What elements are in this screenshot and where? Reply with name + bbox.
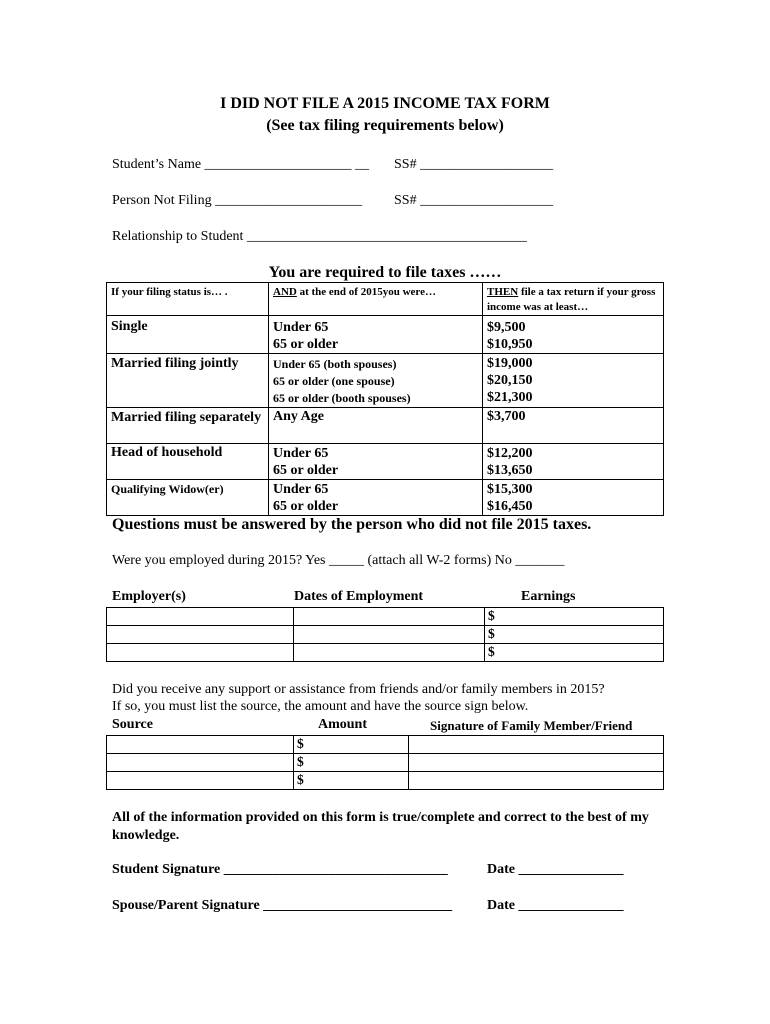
amount-cell <box>483 354 664 408</box>
status-head-of-household: Head of household <box>107 444 269 480</box>
age-value: Under 65 <box>273 446 329 461</box>
signature-header: Signature of Family Member/Friend <box>430 718 633 733</box>
age-value: 65 or older <box>273 499 339 514</box>
filing-requirements-table <box>106 282 664 516</box>
person-not-filing-field[interactable]: Person Not Filing _____________________ <box>112 193 363 208</box>
age-value: 65 or older (one spouse) <box>273 374 395 388</box>
amount-value: $21,300 <box>487 390 533 405</box>
support-table <box>106 735 664 790</box>
amount-value: $13,650 <box>487 463 533 478</box>
employment-question[interactable]: Were you employed during 2015? Yes _____ (attach all W-2 forms) No _______ <box>112 553 565 568</box>
age-value: Under 65 <box>273 482 329 497</box>
form-subtitle: (See tax filing requirements below) <box>266 117 504 134</box>
age-cell <box>269 480 483 516</box>
amount-cell <box>483 444 664 480</box>
requirements-row-head-of-household <box>107 444 664 480</box>
requirements-header-row <box>107 283 664 316</box>
amount-value: $10,950 <box>487 337 533 352</box>
income-column-header <box>483 283 664 316</box>
amount-value: $3,700 <box>487 409 526 424</box>
source-cell[interactable] <box>107 772 294 790</box>
support-question: Did you receive any support or assistance from friends and/or family members in 2015? <box>112 682 605 697</box>
and-label: AND <box>273 286 297 298</box>
amount-cell <box>483 316 664 354</box>
signature-cell[interactable] <box>409 772 664 790</box>
student-date-field[interactable]: Date _______________ <box>487 862 624 877</box>
dates-cell[interactable] <box>294 626 485 644</box>
age-column-header <box>269 283 483 316</box>
income-column-header-text: file a tax return if your gross income was at least… <box>487 286 656 313</box>
amount-header: Amount <box>318 717 368 732</box>
status-column-header: If your filing status is… . <box>107 283 269 316</box>
age-cell <box>269 444 483 480</box>
certification-statement: All of the information provided on this form is true/complete and correct to the best of my knowledge. <box>112 810 649 843</box>
questions-heading: Questions must be answered by the person who did not file 2015 taxes. <box>112 516 592 533</box>
support-instruction: If so, you must list the source, the amount and have the source sign below. <box>112 699 529 714</box>
age-value: 65 or older <box>273 337 339 352</box>
amount-value: $15,300 <box>487 482 533 497</box>
spouse-date-field[interactable]: Date _______________ <box>487 898 624 913</box>
amount-value: $16,450 <box>487 499 533 514</box>
requirements-row-single <box>107 316 664 354</box>
source-cell[interactable] <box>107 754 294 772</box>
table-row <box>107 608 664 626</box>
age-value: 65 or older <box>273 463 339 478</box>
source-cell[interactable] <box>107 736 294 754</box>
student-signature-field[interactable]: Student Signature ________________________________ <box>112 862 448 877</box>
requirements-heading: You are required to file taxes …… <box>268 264 502 281</box>
amount-value: $20,150 <box>487 373 533 388</box>
spouse-signature-field[interactable]: Spouse/Parent Signature ___________________________ <box>112 898 453 913</box>
employer-cell[interactable] <box>107 608 294 626</box>
amount-cell[interactable]: $ <box>294 754 409 772</box>
earnings-cell[interactable]: $ <box>485 608 664 626</box>
signature-cell[interactable] <box>409 736 664 754</box>
employer-header: Employer(s) <box>112 589 186 604</box>
signature-cell[interactable] <box>409 754 664 772</box>
employer-cell[interactable] <box>107 626 294 644</box>
employer-cell[interactable] <box>107 644 294 662</box>
age-value: Any Age <box>273 409 324 424</box>
table-row <box>107 754 664 772</box>
age-value: 65 or older (booth spouses) <box>273 391 411 405</box>
earnings-header: Earnings <box>521 589 576 604</box>
requirements-row-married-separately <box>107 408 664 444</box>
earnings-cell[interactable]: $ <box>485 626 664 644</box>
status-qualifying-widow: Qualifying Widow(er) <box>107 480 269 516</box>
student-ss-field[interactable]: SS# ___________________ <box>394 157 554 172</box>
amount-cell[interactable]: $ <box>294 772 409 790</box>
age-value: Under 65 (both spouses) <box>273 357 397 371</box>
dates-cell[interactable] <box>294 608 485 626</box>
earnings-cell[interactable]: $ <box>485 644 664 662</box>
status-married-separately: Married filing separately <box>107 408 269 444</box>
dates-cell[interactable] <box>294 644 485 662</box>
then-label: THEN <box>487 286 519 298</box>
amount-cell[interactable]: $ <box>294 736 409 754</box>
dates-header: Dates of Employment <box>294 589 424 604</box>
age-value: Under 65 <box>273 320 329 335</box>
status-married-jointly: Married filing jointly <box>107 354 269 408</box>
status-single: Single <box>107 316 269 354</box>
age-cell <box>269 354 483 408</box>
amount-cell <box>483 480 664 516</box>
student-name-field[interactable]: Student’s Name _____________________ __ <box>112 157 370 172</box>
form-title: I DID NOT FILE A 2015 INCOME TAX FORM <box>220 95 550 112</box>
source-header: Source <box>112 717 153 732</box>
employment-table <box>106 607 664 662</box>
table-row <box>107 644 664 662</box>
requirements-row-qualifying-widow <box>107 480 664 516</box>
person-ss-field[interactable]: SS# ___________________ <box>394 193 554 208</box>
amount-value: $19,000 <box>487 356 533 371</box>
table-row <box>107 772 664 790</box>
age-cell <box>269 408 483 444</box>
table-row <box>107 736 664 754</box>
age-column-header-text: at the end of 2015you were… <box>296 286 436 298</box>
age-cell <box>269 316 483 354</box>
requirements-row-married-jointly <box>107 354 664 408</box>
relationship-field[interactable]: Relationship to Student ________________________________________ <box>112 229 527 244</box>
amount-cell <box>483 408 664 444</box>
table-row <box>107 626 664 644</box>
amount-value: $12,200 <box>487 446 533 461</box>
amount-value: $9,500 <box>487 320 526 335</box>
